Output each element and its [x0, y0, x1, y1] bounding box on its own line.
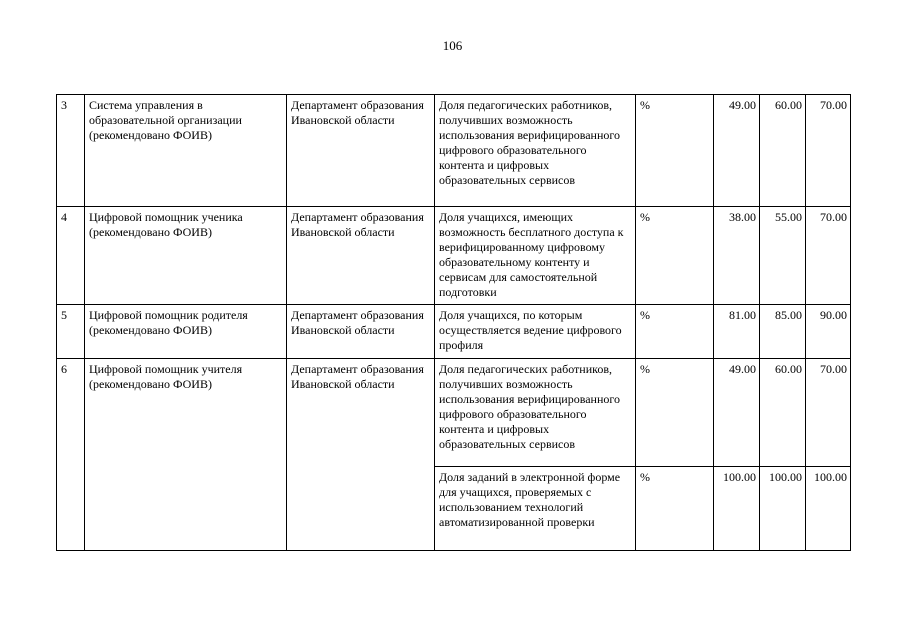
page-number: 106 — [442, 38, 463, 53]
indicator-value-3: 100.00 — [806, 467, 851, 551]
indicator-name: Доля заданий в электронной форме для учащихся, проверяемых с использованием технологий автоматизированной проверки — [435, 467, 636, 551]
system-name: Цифровой помощник учителя (рекомендовано ФОИВ) — [85, 359, 287, 551]
indicator-value-3: 70.00 — [806, 95, 851, 207]
indicator-value-3: 90.00 — [806, 305, 851, 359]
indicator-value-1: 49.00 — [714, 359, 760, 467]
department-name: Департамент образования Ивановской области — [287, 95, 435, 207]
indicator-value-2: 100.00 — [760, 467, 806, 551]
indicator-unit: % — [636, 359, 714, 467]
indicators-table — [56, 94, 851, 551]
row-number: 4 — [57, 207, 85, 305]
table-row — [57, 95, 851, 207]
indicator-value-3: 70.00 — [806, 359, 851, 467]
indicator-value-1: 38.00 — [714, 207, 760, 305]
indicator-value-2: 85.00 — [760, 305, 806, 359]
system-name: Цифровой помощник ученика (рекомендовано ФОИВ) — [85, 207, 287, 305]
indicator-value-2: 55.00 — [760, 207, 806, 305]
indicator-value-1: 49.00 — [714, 95, 760, 207]
indicator-name: Доля педагогических работников, получивших возможность использования верифицированного цифрового образовательного контента и цифровых образовательных сервисов — [435, 359, 636, 467]
table-row — [57, 207, 851, 305]
indicator-unit: % — [636, 207, 714, 305]
row-number: 5 — [57, 305, 85, 359]
department-name: Департамент образования Ивановской области — [287, 207, 435, 305]
table-row — [57, 359, 851, 467]
indicator-unit: % — [636, 305, 714, 359]
table-row — [57, 305, 851, 359]
indicator-name: Доля педагогических работников, получивших возможность использования верифицированного цифрового образовательного контента и цифровых образовательных сервисов — [435, 95, 636, 207]
indicator-value-2: 60.00 — [760, 95, 806, 207]
indicator-name: Доля учащихся, по которым осуществляется ведение цифрового профиля — [435, 305, 636, 359]
system-name: Цифровой помощник родителя (рекомендовано ФОИВ) — [85, 305, 287, 359]
indicator-value-1: 100.00 — [714, 467, 760, 551]
indicator-unit: % — [636, 95, 714, 207]
indicator-value-1: 81.00 — [714, 305, 760, 359]
department-name: Департамент образования Ивановской области — [287, 305, 435, 359]
indicator-value-2: 60.00 — [760, 359, 806, 467]
indicator-value-3: 70.00 — [806, 207, 851, 305]
row-number: 6 — [57, 359, 85, 551]
system-name: Система управления в образовательной организации (рекомендовано ФОИВ) — [85, 95, 287, 207]
indicator-unit: % — [636, 467, 714, 551]
department-name: Департамент образования Ивановской области — [287, 359, 435, 551]
indicator-name: Доля учащихся, имеющих возможность бесплатного доступа к верифицированному цифровому образовательному контенту и сервисам для самостоятельной подготовки — [435, 207, 636, 305]
row-number: 3 — [57, 95, 85, 207]
